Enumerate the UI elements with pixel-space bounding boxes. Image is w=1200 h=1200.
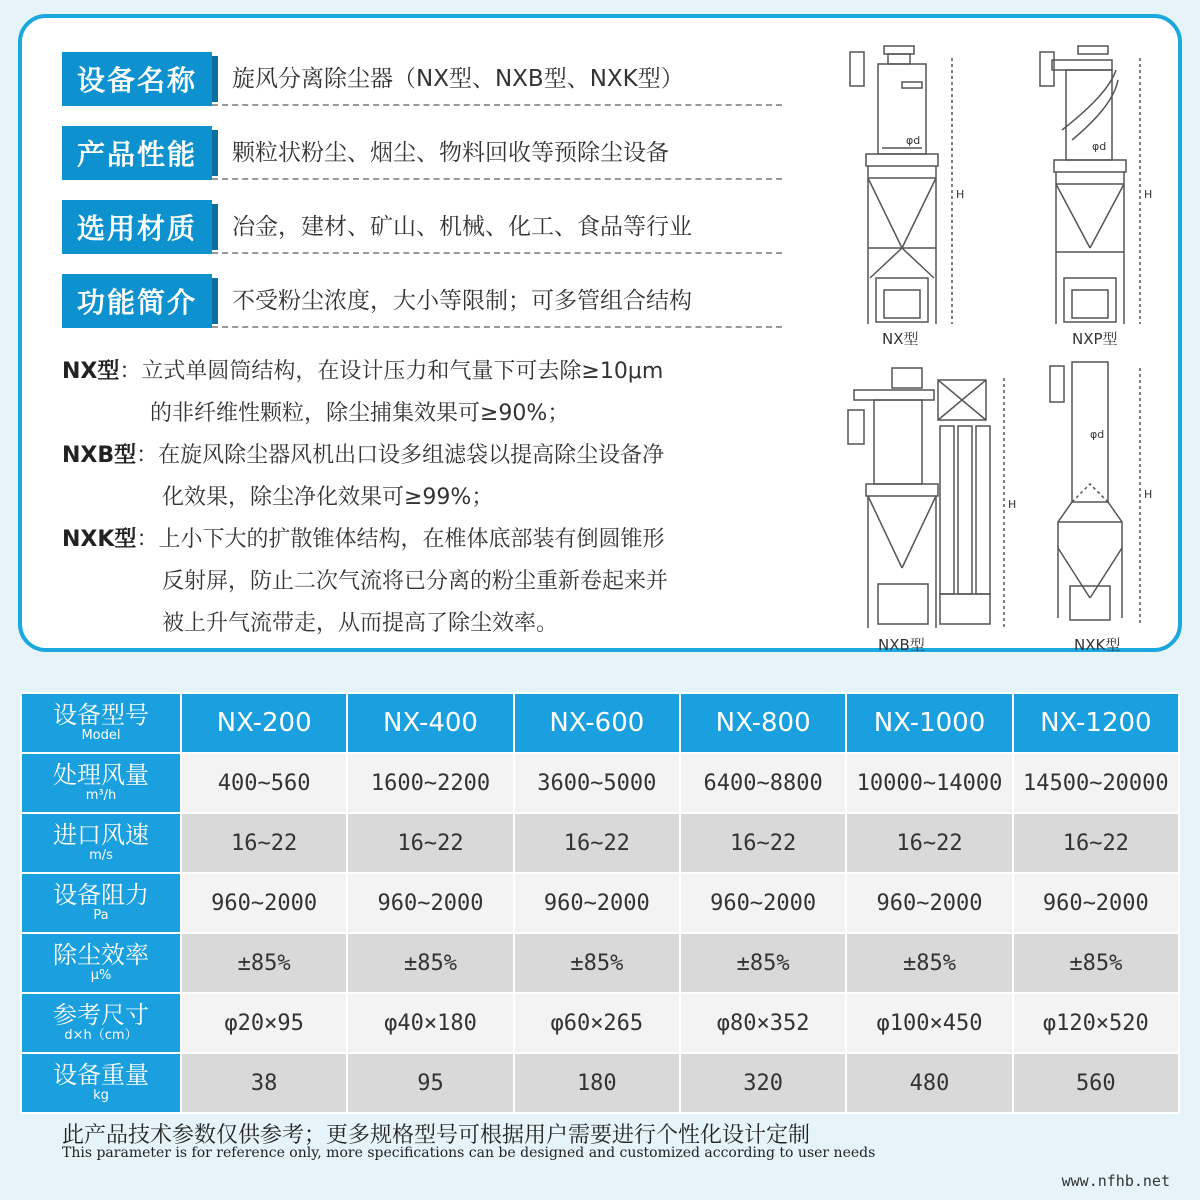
table-cell: 180 [514, 1053, 680, 1113]
table-cell: 10000~14000 [846, 753, 1012, 813]
desc-nxb: NXB型：在旋风除尘器风机出口设多组滤袋以提高除尘设备净 化效果，除尘净化效果可≥99%； [62, 443, 665, 510]
label-row-performance [62, 126, 782, 180]
note-english: This parameter is for reference only, more specifications can be designed and customized according to user needs [62, 1145, 876, 1161]
desc-line: 反射屏，防止二次气流将已分离的粉尘重新卷起来并 [162, 569, 669, 594]
model-cell: NX-800 [680, 693, 846, 753]
table-cell: 3600~5000 [514, 753, 680, 813]
desc-line: 上小下大的扩散锥体结构，在椎体底部装有倒圆锥形 [158, 527, 665, 552]
table-header-row [21, 693, 1179, 753]
label-row-function [62, 274, 782, 328]
dim-label-h: H [1008, 498, 1017, 511]
row-header: 参考尺寸 d×h（cm） [21, 993, 181, 1053]
caption-nxp: NXP型 [1072, 330, 1118, 348]
table-cell: ±85% [1013, 933, 1179, 993]
desc-line: 的非纤维性颗粒，除尘捕集效果可≥90%； [150, 401, 570, 426]
table-cell: 14500~20000 [1013, 753, 1179, 813]
table-cell: 16~22 [347, 813, 513, 873]
table-cell: 400~560 [181, 753, 347, 813]
model-cell: NX-200 [181, 693, 347, 753]
table-row [21, 993, 1179, 1053]
desc-key: NXB型 [62, 443, 137, 468]
equipment-diagrams [840, 38, 1180, 654]
table-cell: 960~2000 [680, 873, 846, 933]
table-cell: 38 [181, 1053, 347, 1113]
row-header: 除尘效率 μ% [21, 933, 181, 993]
table-cell: 95 [347, 1053, 513, 1113]
info-card [18, 14, 1182, 652]
table-cell: 1600~2200 [347, 753, 513, 813]
note-chinese: 此产品技术参数仅供参考；更多规格型号可根据用户需要进行个性化设计定制 [62, 1123, 811, 1148]
label-row-name [62, 52, 782, 106]
label-value: 旋风分离除尘器（NX型、NXB型、NXK型） [232, 66, 684, 92]
table-cell: ±85% [514, 933, 680, 993]
table-cell: ±85% [347, 933, 513, 993]
website-url: www.nfhb.net [1061, 1172, 1170, 1190]
table-cell: 6400~8800 [680, 753, 846, 813]
table-cell: 960~2000 [846, 873, 1012, 933]
table-row [21, 873, 1179, 933]
nxp-drawing [1040, 46, 1140, 324]
dim-label-h: H [1144, 188, 1153, 201]
nx-drawing [850, 46, 952, 324]
caption-nxk: NXK型 [1074, 636, 1121, 654]
dim-label-h: H [1144, 488, 1153, 501]
table-cell: 480 [846, 1053, 1012, 1113]
table-cell: φ20×95 [181, 993, 347, 1053]
dim-label-h: H [956, 188, 965, 201]
desc-line: 在旋风除尘器风机出口设多组滤袋以提高除尘设备净 [158, 443, 665, 468]
table-cell: 16~22 [680, 813, 846, 873]
desc-nxk: NXK型：上小下大的扩散锥体结构，在椎体底部装有倒圆锥形 反射屏，防止二次气流将已分离的粉尘重新卷起来并 被上升气流带走，从而提高了除尘效率。 [62, 527, 669, 636]
caption-nxb: NXB型 [878, 636, 925, 654]
desc-line: 立式单圆筒结构，在设计压力和气量下可去除≥10μm [141, 359, 664, 384]
table-cell: 16~22 [846, 813, 1012, 873]
table-row [21, 813, 1179, 873]
table-cell: 320 [680, 1053, 846, 1113]
dashed-divider [212, 252, 782, 254]
label-tag: 产品性能 [62, 126, 212, 180]
model-cell: NX-400 [347, 693, 513, 753]
desc-line: 化效果，除尘净化效果可≥99%； [162, 485, 494, 510]
table-cell: 16~22 [1013, 813, 1179, 873]
table-cell: 960~2000 [514, 873, 680, 933]
dashed-divider [212, 326, 782, 328]
nxk-drawing [1050, 362, 1140, 624]
row-header: 设备阻力 Pa [21, 873, 181, 933]
model-cell: NX-600 [514, 693, 680, 753]
desc-key: NXK型 [62, 527, 137, 552]
label-value: 颗粒状粉尘、烟尘、物料回收等预除尘设备 [232, 140, 669, 166]
table-cell: ±85% [181, 933, 347, 993]
table-cell: ±85% [680, 933, 846, 993]
model-cell: NX-1200 [1013, 693, 1179, 753]
desc-key: NX型 [62, 359, 120, 384]
row-header: 设备重量 kg [21, 1053, 181, 1113]
dashed-divider [212, 178, 782, 180]
label-row-material [62, 200, 782, 254]
table-cell: 16~22 [514, 813, 680, 873]
table-cell: 560 [1013, 1053, 1179, 1113]
table-row [21, 933, 1179, 993]
label-tag: 选用材质 [62, 200, 212, 254]
table-row [21, 753, 1179, 813]
row-header: 进口风速 m/s [21, 813, 181, 873]
dashed-divider [212, 104, 782, 106]
nxb-drawing [848, 368, 1004, 628]
table-cell: φ80×352 [680, 993, 846, 1053]
table-cell: 960~2000 [181, 873, 347, 933]
model-cell: NX-1000 [846, 693, 1012, 753]
table-cell: φ60×265 [514, 993, 680, 1053]
label-tag: 功能简介 [62, 274, 212, 328]
dim-label-d: φd [1092, 140, 1107, 153]
table-row [21, 1053, 1179, 1113]
table-cell: 960~2000 [1013, 873, 1179, 933]
spec-table [20, 692, 1180, 1114]
label-tag: 设备名称 [62, 52, 212, 106]
label-value: 冶金，建材、矿山、机械、化工、食品等行业 [232, 214, 692, 240]
table-cell: φ100×450 [846, 993, 1012, 1053]
label-value: 不受粉尘浓度，大小等限制；可多管组合结构 [232, 288, 692, 314]
row-header: 设备型号 Model [21, 693, 181, 753]
table-cell: φ120×520 [1013, 993, 1179, 1053]
dim-label-d: φd [1090, 428, 1105, 441]
table-cell: 960~2000 [347, 873, 513, 933]
caption-nx: NX型 [882, 330, 919, 348]
row-header: 处理风量 m³/h [21, 753, 181, 813]
dim-label-d: φd [906, 134, 921, 147]
desc-nx: NX型：立式单圆筒结构，在设计压力和气量下可去除≥10μm 的非纤维性颗粒，除尘捕集效果可≥90%； [62, 359, 664, 426]
desc-line: 被上升气流带走，从而提高了除尘效率。 [162, 611, 559, 636]
table-cell: 16~22 [181, 813, 347, 873]
table-cell: ±85% [846, 933, 1012, 993]
table-cell: φ40×180 [347, 993, 513, 1053]
